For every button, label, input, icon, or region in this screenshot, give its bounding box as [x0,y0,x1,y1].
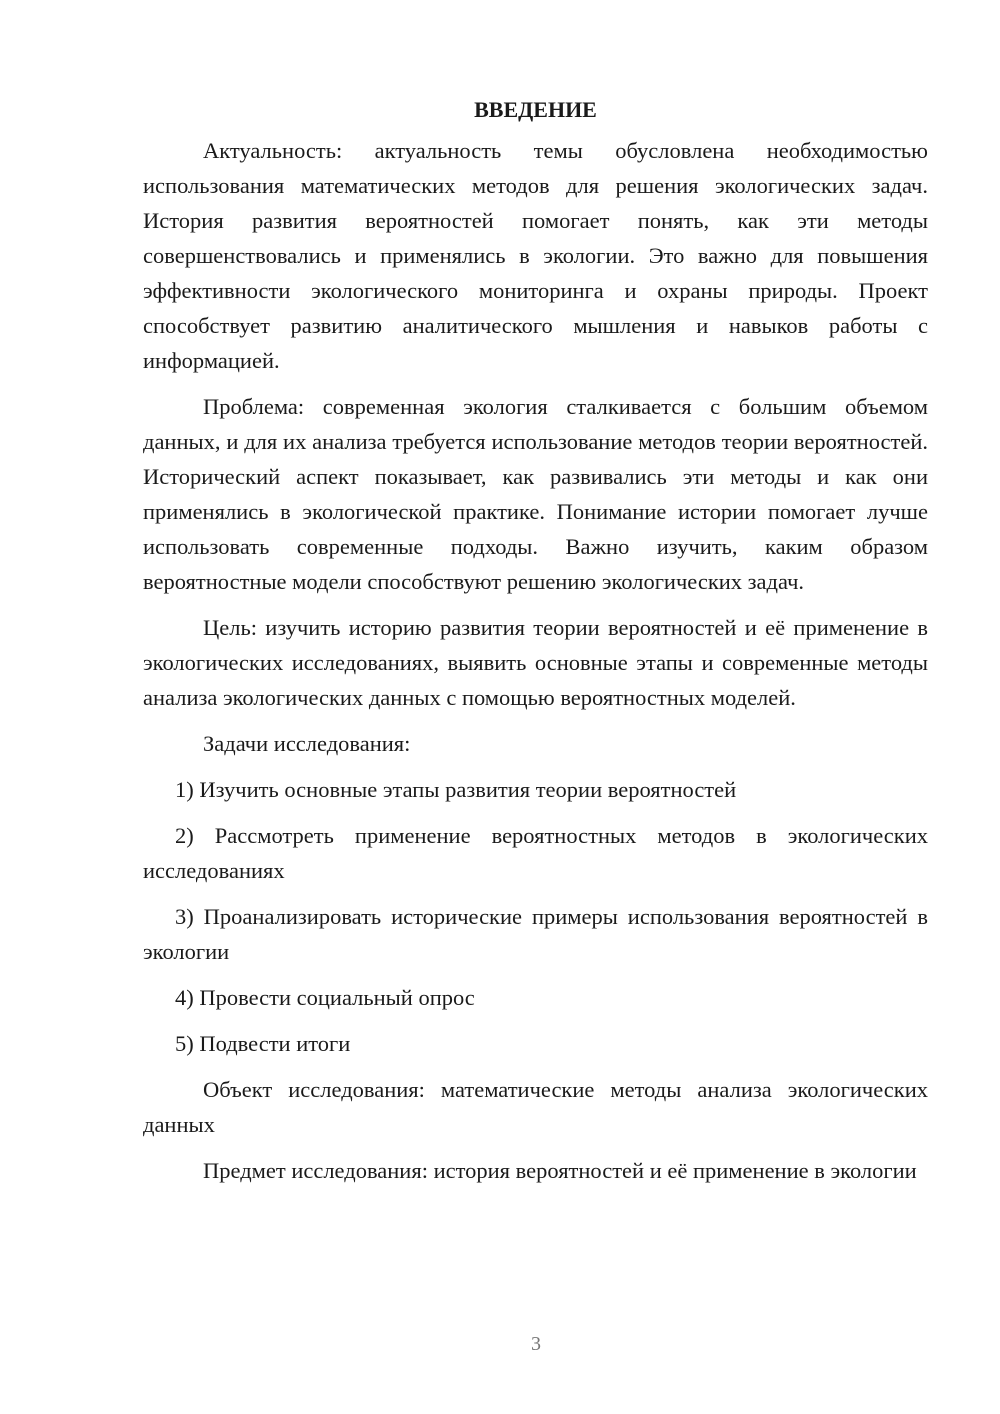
task-item-1: 1) Изучить основные этапы развития теории вероятностей [175,777,737,802]
task-item-3: 3) Проанализировать исторические примеры использования вероятностей в экологии [143,904,928,964]
object-paragraph: Объект исследования: математические методы анализа экологических данных [143,1077,928,1137]
problem-paragraph: Проблема: современная экология сталкивается с большим объемом данных, и для их анализа требуется использование методов теории вероятностей. Исторический аспект показывает, как развивались эти методы и как они применялись в экологической практике. Понимание истории помогает лучше использовать современные подходы. Важно изучить, каким образом вероятностные модели способствуют решению экологических задач. [143,394,928,594]
document-page [143,92,928,1199]
goal-paragraph: Цель: изучить историю развития теории вероятностей и её применение в экологических исследованиях, выявить основные этапы и современные методы анализа экологических данных с помощью вероятностных моделей. [143,615,928,710]
page-number: 3 [531,1333,541,1355]
task-item-5: 5) Подвести итоги [175,1031,351,1056]
task-item-4: 4) Провести социальный опрос [175,985,475,1010]
subject-paragraph: Предмет исследования: история вероятностей и её применение в экологии [203,1158,917,1183]
tasks-heading: Задачи исследования: [203,731,411,756]
task-item-2: 2) Рассмотреть применение вероятностных методов в экологических исследованиях [143,823,928,883]
relevance-paragraph: Актуальность: актуальность темы обусловлена необходимостью использования математических методов для решения экологических задач. История развития вероятностей помогает понять, как эти методы совершенствовались и применялись в экологии. Это важно для повышения эффективности экологического мониторинга и охраны природы. Проект способствует развитию аналитического мышления и навыков работы с информацией. [143,138,928,373]
page-title: ВВЕДЕНИЕ [474,97,597,122]
